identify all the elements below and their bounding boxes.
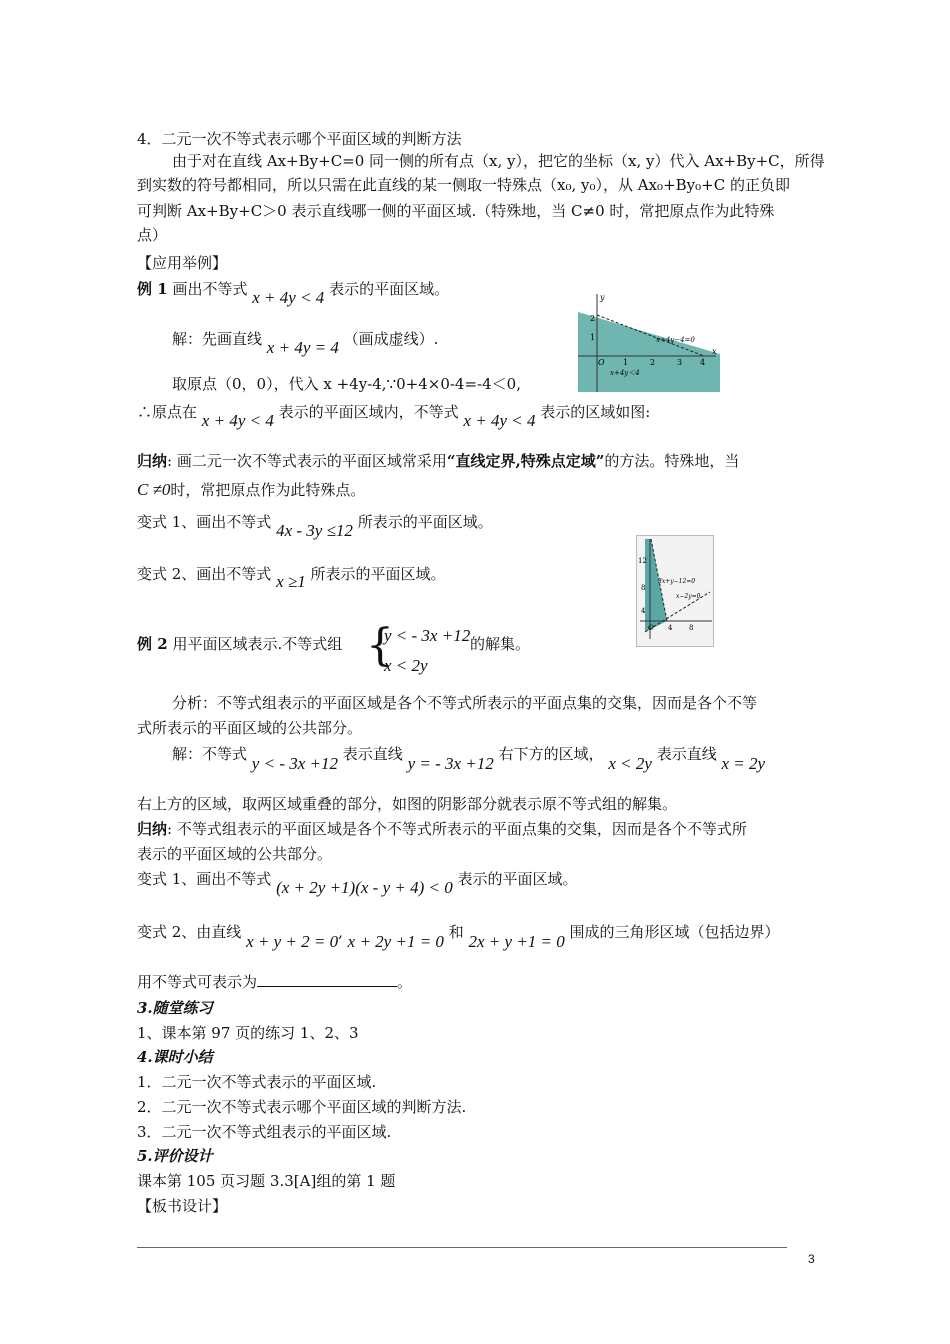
math-expression: 4x - 3y ≤12 xyxy=(276,521,353,540)
list-item: 1、课本第 97 页的练习 1、2、3 xyxy=(137,1024,359,1042)
variant-3 xyxy=(137,869,578,897)
x-tick-label: 2 xyxy=(650,358,656,367)
list-item: 课本第 105 页习题 3.3[A]组的第 1 题 xyxy=(137,1172,396,1190)
example-1 xyxy=(137,279,450,307)
paragraph-line: 由于对在直线 Ax+By+C=0 同一侧的所有点（x, y），把它的坐标（x, y）代入 Ax+By+C，所得 xyxy=(172,152,825,170)
paragraph-line: 点） xyxy=(137,226,168,244)
text: 表示直线 xyxy=(656,745,717,763)
text: 。 xyxy=(397,973,413,991)
x-tick-label: 4 xyxy=(668,624,673,632)
answer-blank xyxy=(257,972,397,987)
math-expression: x < 2y xyxy=(384,656,428,675)
example-label: 例 2 xyxy=(137,635,168,653)
summary-label: 归纳 xyxy=(137,452,168,470)
math-expression: 2x + y +1 = 0 xyxy=(468,932,565,951)
summary-2 xyxy=(137,819,747,839)
solution-line xyxy=(137,402,651,430)
text: 和 xyxy=(448,923,464,941)
figure-2-region-plot xyxy=(636,535,714,647)
text: 变式 1、画出不等式 xyxy=(137,870,272,888)
text: 所表示的平面区域。 xyxy=(310,565,446,583)
x-tick-label: 3 xyxy=(677,358,683,367)
y-tick-label: 2 xyxy=(590,314,596,323)
text: 时，常把原点作为此特殊点。 xyxy=(170,481,366,499)
paragraph-line: 可判断 Ax+By+C＞0 表示直线哪一侧的平面区域.（特殊地，当 C≠0 时，常把原点作为此特殊 xyxy=(137,202,775,220)
text: 变式 1、画出不等式 xyxy=(137,513,272,531)
text: 变式 2、画出不等式 xyxy=(137,565,272,583)
section-4-title: 4．二元一次不等式表示哪个平面区域的判断方法 xyxy=(137,130,462,148)
text: ∴原点在 xyxy=(137,403,198,421)
text: 用不等式可表示为 xyxy=(137,973,258,991)
y-tick-label: 8 xyxy=(641,584,646,592)
page-number: 3 xyxy=(808,1252,815,1266)
math-expression: x = 2y xyxy=(721,754,766,773)
math-expression: x + 4y = 4 xyxy=(266,338,339,357)
variant-4-cont xyxy=(137,972,412,992)
solution-line xyxy=(172,329,439,357)
text: 解：先画直线 xyxy=(172,330,263,348)
text: 右下方的区域， xyxy=(498,745,604,763)
figure-1-region-plot xyxy=(578,290,720,392)
text: （画成虚线）. xyxy=(343,330,439,348)
summary-label: 归纳 xyxy=(137,820,168,838)
origin-label: O xyxy=(598,358,605,367)
line-label: 3x+y−12=0 xyxy=(658,578,696,585)
list-item: 1．二元一次不等式表示的平面区域. xyxy=(137,1073,377,1091)
text: 表示的平面区域内，不等式 xyxy=(278,403,459,421)
example-text: 的解集。 xyxy=(470,635,531,653)
text: 围成的三角形区域（包括边界） xyxy=(569,923,780,941)
summary-1 xyxy=(137,451,739,471)
math-expression: x + y + 2 = 0 xyxy=(246,932,339,951)
math-expression: y < - 3x +12 xyxy=(384,626,471,645)
summary-1-cont xyxy=(137,480,365,500)
math-expression: C ≠0 xyxy=(137,480,171,499)
x-axis-label: x xyxy=(712,347,717,356)
variant-4: 变式 2、由直线 x + y + 2 = 0, x + 2y +1 = 0 和 2x + y +1 = 0 围成的三角形区域（包括边界） xyxy=(137,923,780,951)
math-expression: y = - 3x +12 xyxy=(407,754,494,773)
math-expression: y < - 3x +12 xyxy=(251,754,338,773)
line-label: x−2y=0 xyxy=(676,593,701,600)
text: 所表示的平面区域。 xyxy=(357,513,493,531)
y-tick-label: 4 xyxy=(641,607,646,615)
solution-line xyxy=(172,744,766,773)
x-tick-label: 1 xyxy=(623,358,629,367)
example-text: 画出不等式 xyxy=(172,280,248,298)
solution-line: 取原点（0，0），代入 x +4y-4,∵0+4×0-4=-4＜0, xyxy=(172,375,521,393)
math-expression: x ≥1 xyxy=(276,572,306,591)
section-5-title: 5.评价设计 xyxy=(137,1147,213,1165)
paragraph-line: 到实数的符号都相同，所以只需在此直线的某一侧取一特殊点（x₀, y₀），从 Ax₀+By₀+C 的正负即 xyxy=(137,176,790,194)
summary-2-cont: 表示的平面区域的公共部分。 xyxy=(137,845,333,863)
y-tick-label: 1 xyxy=(590,333,596,342)
text: 的方法。特殊地，当 xyxy=(604,452,740,470)
math-expression: x + 4y < 4 xyxy=(463,411,536,430)
y-tick-label: 12 xyxy=(638,557,647,565)
math-expression: x < 2y xyxy=(608,754,652,773)
example-2 xyxy=(137,634,342,654)
x-tick-label: 4 xyxy=(700,358,706,367)
math-expression: x + 4y < 4 xyxy=(201,411,274,430)
list-item: 3．二元一次不等式组表示的平面区域. xyxy=(137,1123,392,1141)
text: 表示直线 xyxy=(342,745,403,763)
text: 用平面区域表示.不等式组 xyxy=(172,635,343,653)
variant-1 xyxy=(137,512,493,540)
board-heading: 【板书设计】 xyxy=(137,1197,228,1215)
text: 表示的区域如图: xyxy=(540,403,651,421)
region-label: x+4y＜4 xyxy=(610,369,640,377)
section-3-title: 3.随堂练习 xyxy=(137,999,213,1017)
line-label: x+4y−4=0 xyxy=(656,336,695,344)
list-item: 2．二元一次不等式表示哪个平面区域的判断方法. xyxy=(137,1098,467,1116)
variant-2 xyxy=(137,564,446,591)
example-text: 表示的平面区域。 xyxy=(329,280,450,298)
x-tick-label: 8 xyxy=(689,624,694,632)
y-axis-label: y xyxy=(600,293,605,302)
math-expression: x + 2y +1 = 0 xyxy=(347,932,444,951)
analysis-line: 式所表示的平面区域的公共部分。 xyxy=(137,719,363,737)
math-expression: x + 4y < 4 xyxy=(252,288,325,307)
origin-label: O xyxy=(648,624,654,632)
text: 变式 2、由直线 xyxy=(137,923,242,941)
system-brace: { xyxy=(366,620,394,671)
text: : 不等式组表示的平面区域是各个不等式所表示的平面点集的交集，因而是各个不等式所 xyxy=(167,820,747,838)
solution-line: 右上方的区域，取两区域重叠的部分，如图的阴影部分就表示原不等式组的解集。 xyxy=(137,795,678,813)
text: 解：不等式 xyxy=(172,745,248,763)
math-expression: (x + 2y +1)(x - y + 4) < 0 xyxy=(276,878,453,897)
text: 表示的平面区域。 xyxy=(457,870,578,888)
section-4-summary-title: 4.课时小结 xyxy=(137,1048,213,1066)
text: : 画二元一次不等式表示的平面区域常采用 xyxy=(167,452,447,470)
emphasis: “直线定界,特殊点定域” xyxy=(446,452,605,470)
analysis-line: 分析：不等式组表示的平面区域是各个不等式所表示的平面点集的交集，因而是各个不等 xyxy=(172,694,758,712)
footer-rule xyxy=(137,1247,787,1248)
example-label: 例 1 xyxy=(137,280,168,298)
apply-heading: 【应用举例】 xyxy=(137,254,228,272)
